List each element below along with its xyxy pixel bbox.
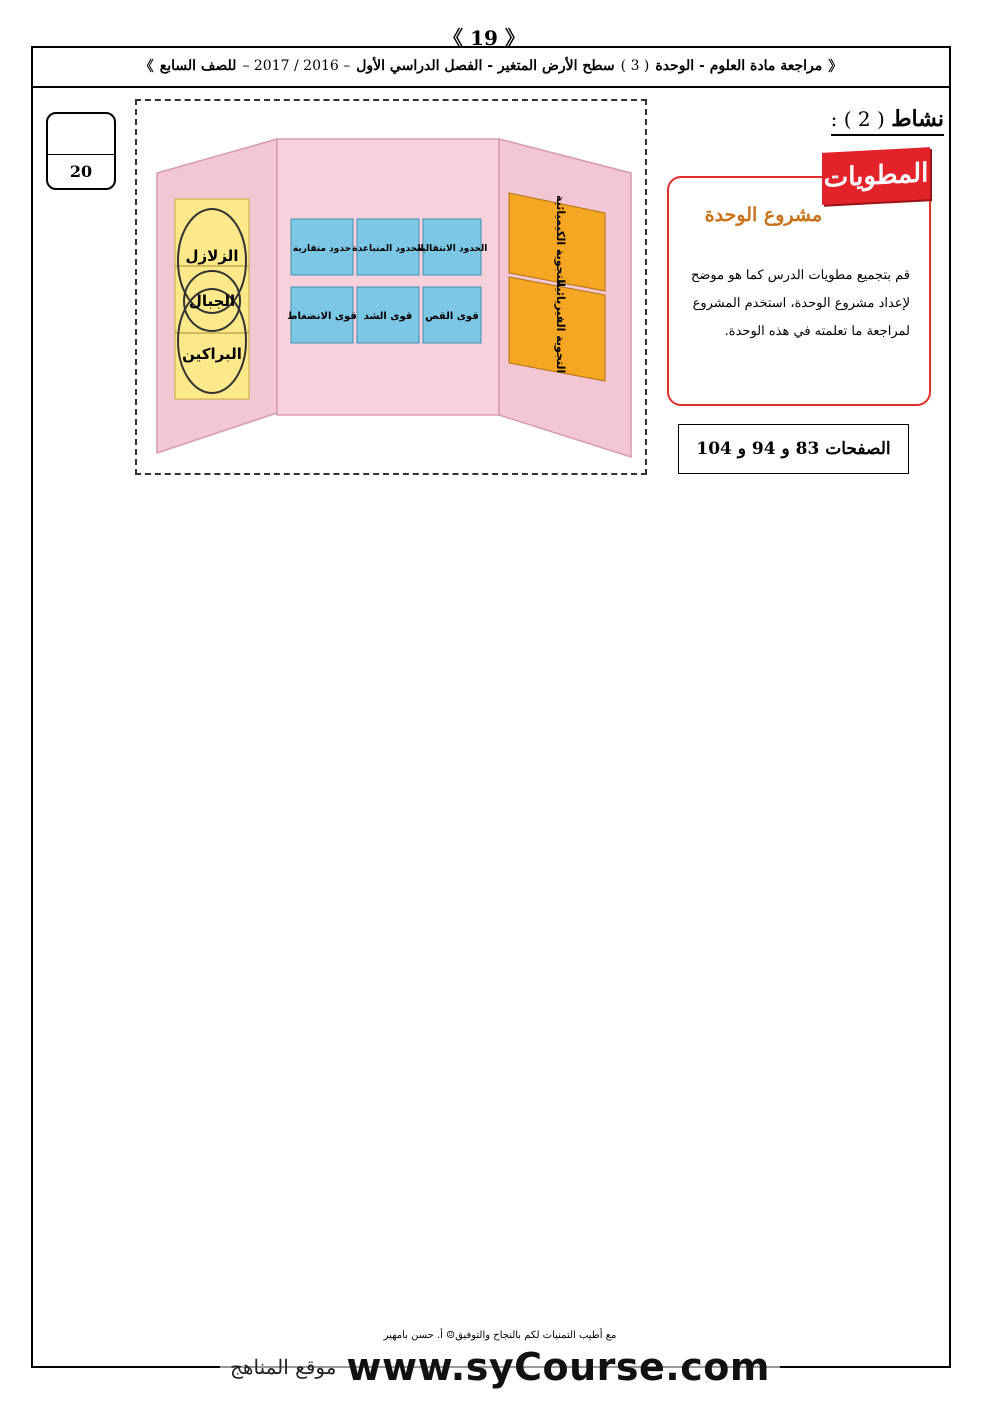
project-title: مشروع الوحدة bbox=[704, 204, 822, 226]
card-label-3: حدود متقاربة bbox=[292, 244, 352, 254]
header-unit-title: سطح الأرض المتغير - الفصل الدراسي الأول bbox=[356, 58, 615, 74]
card-label-6: قوى الانضغاط bbox=[287, 311, 357, 322]
site-watermark bbox=[220, 1342, 780, 1392]
trifold-board-illustration bbox=[137, 101, 645, 473]
foldable-figure bbox=[135, 99, 647, 475]
activity-number: ( 2 ) : bbox=[830, 107, 885, 131]
header-subject: مراجعة مادة العلوم - الوحدة bbox=[655, 58, 823, 74]
card-label-5: قوى الشد bbox=[363, 311, 413, 322]
right-label-1: التجوية الكيميائية bbox=[554, 195, 567, 287]
footer-note: مع أطيب التمنيات لكم بالنجاح والتوفيق☺ أ. حسن بامهير bbox=[383, 1330, 617, 1341]
header-year: – 2016 / 2017 – bbox=[242, 58, 351, 74]
project-instructions: قم بتجميع مطويات الدرس كما هو موضح لإعداد مشروع الوحدة، استخدم المشروع لمراجعة ما تعلمته في هذه الوحدة. bbox=[690, 268, 910, 339]
header-brace-open: 《 bbox=[828, 59, 843, 75]
page-header bbox=[31, 46, 951, 88]
card-label-2: الحدود المتباعدة bbox=[352, 244, 424, 254]
watermark-url[interactable]: www.syCourse.com bbox=[346, 1345, 770, 1389]
foldables-ribbon: المطويات bbox=[822, 147, 930, 205]
watermark-arabic: موقع المناهج bbox=[230, 1355, 337, 1379]
header-unit-number: ( 3 ) bbox=[620, 58, 650, 74]
score-total: 20 bbox=[69, 162, 93, 181]
header-brace-close: 》 bbox=[139, 59, 154, 75]
card-label-1: الحدود الانتقالية bbox=[416, 244, 488, 254]
card-label-4: قوى القص bbox=[425, 311, 479, 322]
right-label-2: التجوية الفيزيائية bbox=[554, 280, 567, 374]
left-label-2: البراكين bbox=[182, 345, 242, 363]
activity-label: نشاط bbox=[891, 106, 944, 132]
score-blank-field[interactable] bbox=[48, 114, 114, 155]
activity-title bbox=[831, 106, 944, 136]
pages-reference: الصفحات 83 و 94 و 104 bbox=[678, 424, 909, 474]
left-label-1: الزلازل bbox=[185, 247, 239, 265]
header-grade: للصف السابع bbox=[159, 58, 237, 74]
score-box bbox=[46, 112, 116, 190]
left-label-3: الجبال bbox=[188, 292, 236, 310]
board-middle-panel bbox=[277, 139, 499, 415]
page-number: 《 19 》 bbox=[443, 26, 525, 50]
